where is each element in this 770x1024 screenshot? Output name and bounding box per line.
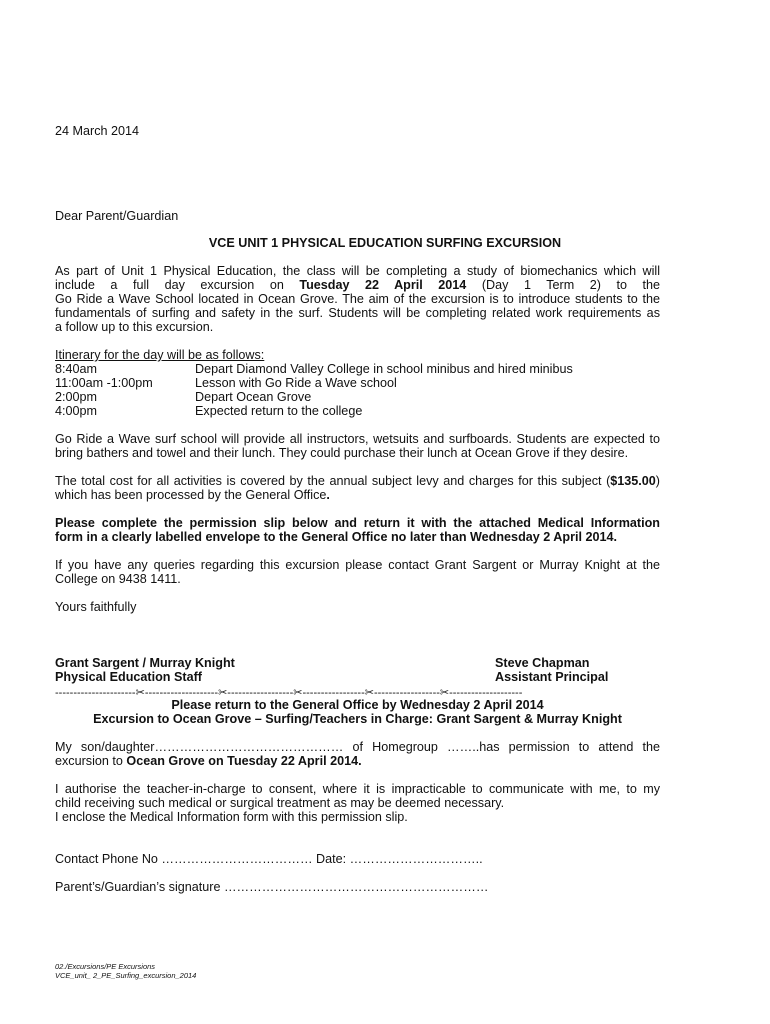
scissors-icon: ✂ [218, 687, 228, 699]
slip-excursion-line: Excursion to Ocean Grove – Surfing/Teachers in Charge: Grant Sargent & Murray Knight [93, 712, 622, 726]
scissors-icon: ✂ [135, 687, 145, 699]
scissors-icon: ✂ [439, 687, 450, 699]
itinerary-activity: Depart Diamond Valley College in school minibus and hired minibus [195, 362, 573, 376]
scissors-icon: ✂ [364, 687, 374, 699]
itinerary-activity: Depart Ocean Grove [195, 390, 312, 404]
itinerary-time: 8:40am [55, 362, 98, 376]
letter-date: 24 March 2014 [55, 124, 140, 138]
itinerary-time: 4:00pm [55, 404, 98, 418]
closing: Yours faithfully [55, 600, 137, 614]
scissors-icon: ✂ [293, 687, 303, 699]
contact-phone-field[interactable]: Contact Phone No ……………………………… Date: ………………………….. [55, 852, 483, 866]
letter-title: VCE UNIT 1 PHYSICAL EDUCATION SURFING EXCURSION [208, 236, 562, 250]
itinerary-time: 11:00am -1:00pm [55, 376, 153, 390]
itinerary-activity: Expected return to the college [195, 404, 363, 418]
signature-field[interactable]: Parent’s/Guardian’s signature ……………………………………………………… [55, 880, 489, 894]
file-path-footer: 02./Excursions/PE Excursions VCE_unit_ 2_PE_Surfing_excursion_2014 [55, 962, 197, 980]
itinerary-activity: Lesson with Go Ride a Wave school [195, 376, 397, 390]
slip-return-line: Please return to the General Office by Wednesday 2 April 2014 [171, 698, 544, 712]
cost-amount: $135.00 [610, 474, 656, 488]
itinerary-heading: Itinerary for the day will be as follows: [55, 348, 265, 362]
salutation: Dear Parent/Guardian [55, 209, 179, 223]
itinerary-time: 2:00pm [55, 390, 98, 404]
cut-line: ----------------------✂--------------------✂------------------✂-----------------✂------------------✂-------------------- [55, 687, 523, 699]
